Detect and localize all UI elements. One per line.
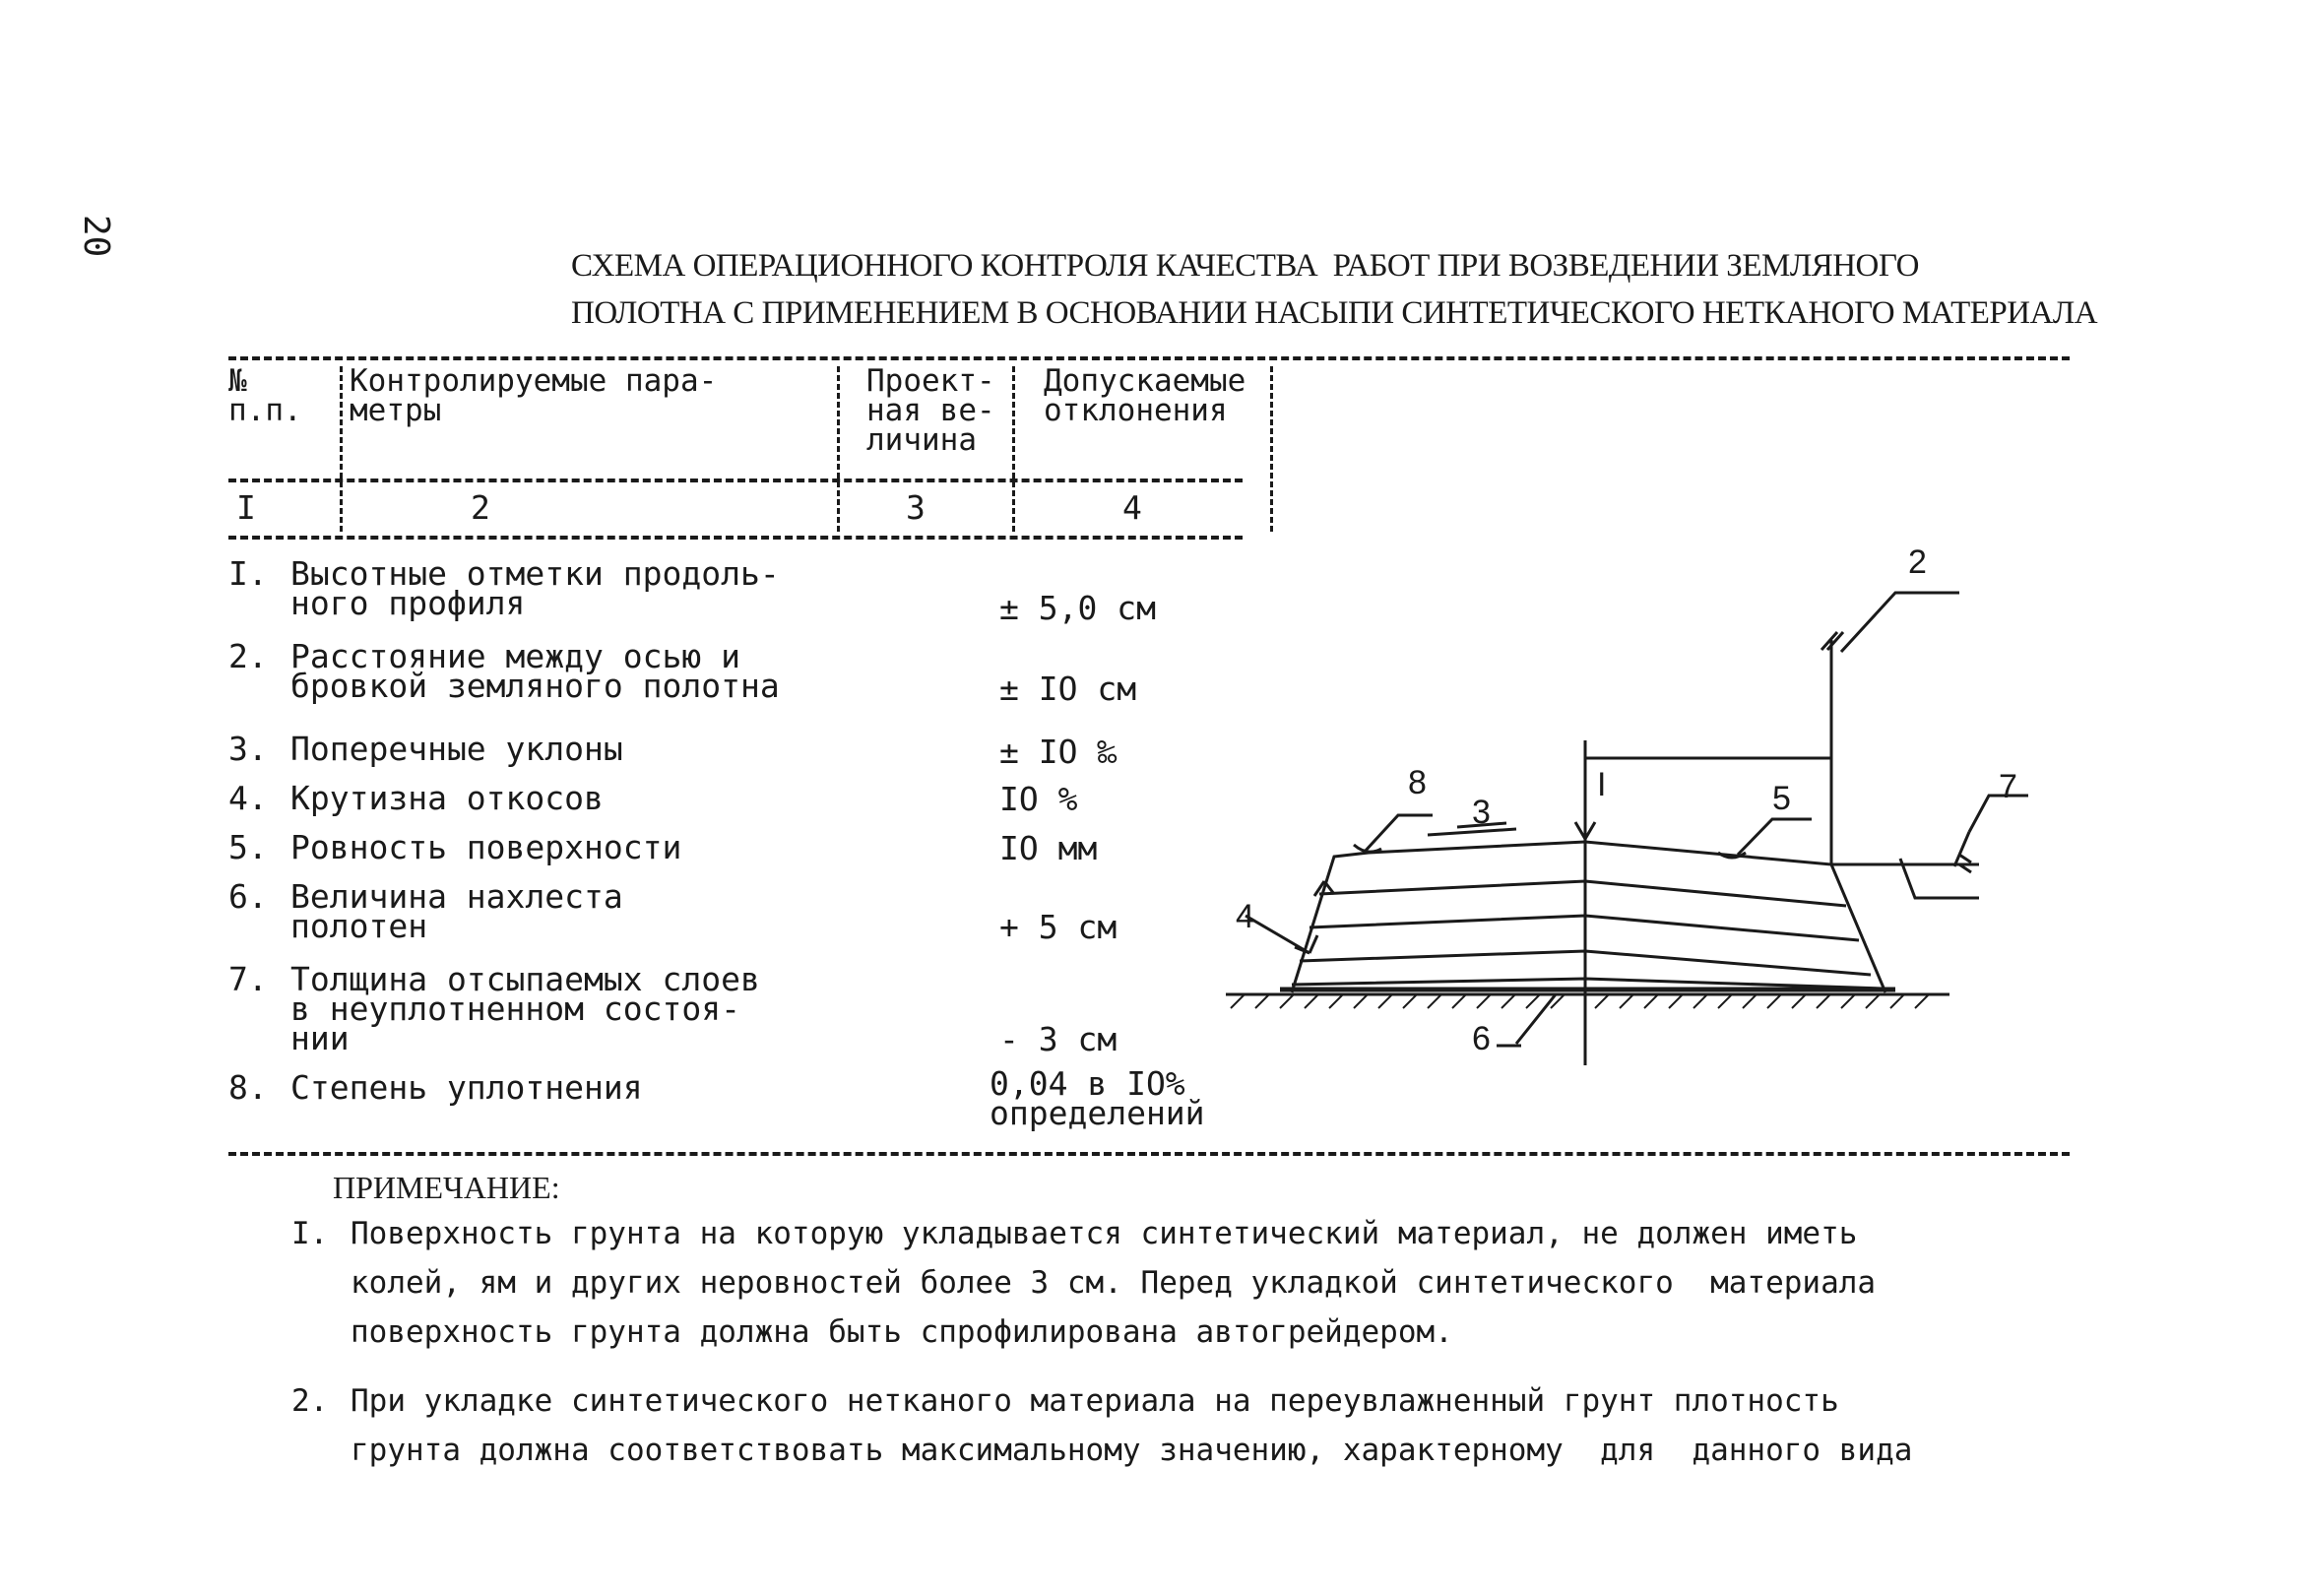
diagram-label-6: 6 (1472, 1020, 1491, 1057)
diagram-label-7: 7 (1999, 768, 2017, 805)
title-line-1: СХЕМА ОПЕРАЦИОННОГО КОНТРОЛЯ КАЧЕСТВА РАБОТ ПРИ ВОЗВЕДЕНИИ ЗЕМЛЯНОГО (571, 248, 1919, 284)
header-col-tolerance: Допускаемые отклонения (1044, 363, 1246, 428)
row-6-tolerance: + 5 см (999, 908, 1118, 946)
row-5-tolerance: IO мм (999, 829, 1098, 867)
row-3-num: 3. (228, 730, 268, 768)
diagram-label-5: 5 (1772, 780, 1791, 817)
title-line-2: ПОЛОТНА С ПРИМЕНЕНИЕМ В ОСНОВАНИИ НАСЫПИ СИНТЕТИЧЕСКОГО НЕТКАНОГО МАТЕРИАЛА (571, 295, 2098, 331)
row-5-param: Ровность поверхности (290, 828, 682, 866)
note-2-text: При укладке синтетического нетканого материала на переувлажненный грунт плотность грунта должна соответствовать максимальному значению, характерному для данного вида (351, 1383, 1913, 1468)
row-5-num: 5. (228, 828, 268, 866)
header-col-design: Проект- ная ве- личина (866, 363, 995, 458)
diagram-label-2: 2 (1908, 543, 1927, 581)
row-3-param: Поперечные уклоны (290, 730, 623, 768)
note-1-num: I. (291, 1216, 329, 1251)
colnum-2: 2 (471, 488, 490, 527)
note-2-num: 2. (291, 1383, 329, 1419)
colnum-3: 3 (906, 488, 926, 527)
row-8-param: Степень уплотнения (290, 1068, 643, 1107)
diagram-label-4: 4 (1236, 898, 1254, 935)
row-1-param: Высотные отметки продоль- ного профиля (290, 554, 780, 622)
row-6-num: 6. (228, 877, 268, 916)
row-4-tolerance: IO % (999, 780, 1078, 818)
diagram-label-8: 8 (1408, 764, 1427, 801)
row-1-num: I. (228, 554, 268, 593)
colnum-1: I (236, 488, 256, 527)
row-2-param: Расстояние между осью и бровкой земляного полотна (290, 637, 780, 705)
diagram-label-I: I (1597, 766, 1607, 803)
row-4-num: 4. (228, 779, 268, 817)
row-6-param: Величина нахлеста полотен (290, 877, 623, 945)
row-2-num: 2. (228, 637, 268, 675)
note-1-text: Поверхность грунта на которую укладывается синтетический материал, не должен иметь колей, ям и других неровностей более 3 см. Перед укладкой синтетического материала поверхность грунта должна быть спрофилирована автогрейдером. (351, 1216, 1877, 1350)
page-number: 20 (76, 215, 116, 258)
header-col-num: № п.п. (228, 363, 302, 428)
colnum-4: 4 (1122, 488, 1142, 527)
row-8-num: 8. (228, 1068, 268, 1107)
row-7-param: Толщина отсыпаемых слоев в неуплотненном состоя- нии (290, 960, 760, 1057)
row-7-num: 7. (228, 960, 268, 998)
note-title: ПРИМЕЧАНИЕ: (333, 1170, 560, 1205)
row-8-tolerance: 0,04 в IO% определений (990, 1064, 1205, 1132)
row-2-tolerance: ± IO см (999, 670, 1137, 708)
row-7-tolerance: - 3 см (999, 1020, 1118, 1058)
header-col-param: Контролируемые пара- метры (350, 363, 718, 428)
row-4-param: Крутизна откосов (290, 779, 604, 817)
row-1-tolerance: ± 5,0 см (999, 589, 1156, 627)
row-3-tolerance: ± IO ‰ (999, 733, 1118, 771)
diagram-label-3: 3 (1472, 794, 1491, 831)
